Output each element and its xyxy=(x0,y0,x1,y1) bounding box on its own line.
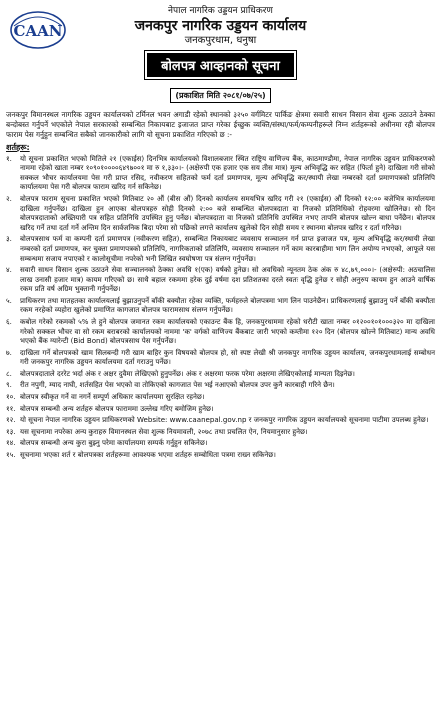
publication-date: (प्रकाशित मिति २०८१/०७/२५) xyxy=(170,88,270,103)
term-item xyxy=(6,450,435,460)
term-item xyxy=(6,296,435,315)
term-text: सूचनामा भएका शर्त र बोलपत्रका शर्तहरूमा आवश्यक भएमा शर्तहरु सम्बोधिता पत्रमा राख्न सकिनेछ। xyxy=(20,449,276,459)
term-text: बोलपत्र सम्बन्धी अन्य शर्तहरु बोलपत्र फाराममा उल्लेख गरिए बमोजिम हुनेछ। xyxy=(20,403,214,413)
term-number: ११. xyxy=(6,403,16,413)
term-item xyxy=(6,317,435,346)
term-item xyxy=(6,348,435,367)
term-item xyxy=(6,369,435,379)
term-number: ८. xyxy=(6,368,12,378)
term-item xyxy=(6,427,435,437)
term-item xyxy=(6,154,435,192)
term-text: यो सूचना प्रकाशित भएको मितिले २१ (एकाईस) दिनभित्र कार्यालयको विशालबजार स्थित राष्ट्रिय वाणिज्य बैंक, काठमाण्डौमा, नेपाल नागरिक उड्डयन प्राधिकरणको नाममा रहेको खाता नम्बर १०९०१००००६४९७००१ मा रु १,३३०।- (अक्षेरुपी एक हजार एक सय तीस मात्र) मूल्य अभिवृद्धि कर सहित (फिर्ता हुने) दाखिला गरी सोको सक्कल भौचर कार्यालयमा पेस गरी प्राप्त रसिद, नवीकरण सहितको फर्म दर्ता प्रमाणपत्र, मूल्य अभिवृद्धि कर/स्थायी लेखा नम्बरको दर्ता प्रमाणपत्रको प्रतिलिपि कार्यालयमा पेस गरी बोलपत्र फाराम खरिद गर्न सकिनेछ। xyxy=(20,153,435,192)
term-text: बोलपत्र फाराम सूचना प्रकाशित भएको मितिबाट २० औं (बीस औं) दिनको कार्यालय समयभित्र खरिद गरी २१ (एकाईस) औं दिनको १२:०० बजेभित्र कार्यालयमा दाखिला गर्नुपर्नेछ। दाखिला हुन आएका बोलपत्रहरु सोही दिनको २:०० बजे सम्बन्धित बोलपत्रदाता वा निजको प्रतिनिधिको रोहवरमा खोलिनेछ। सो दिन बोलपत्रदाताको अख्तियारी पत्र सहित प्रतिनिधि उपस्थित हुनु पर्नेछ। बोलपत्रदाता वा निजको प्रतिनिधि उपस्थित नभए तापनि बोलपत्र खोल्न बाधा पर्नेछैन। बोलपत्र खरिद गर्ने तथा दर्ता गर्ने अन्तिम दिन सार्वजनिक बिदा परेमा सो पछिको लगत्ते कार्यालय खुलेको दिन सोही समय र स्थानमा बोलपत्र खरिद र दर्ता गरिनेछ। xyxy=(20,194,435,232)
office-header xyxy=(6,6,435,47)
term-text: प्राधिकरण तथा मातहतका कार्यालयलाई बुझाउनुपर्ने बाँकी बक्यौता रहेका व्यक्ति, फर्महरुले बोलपत्रमा भाग लिन पाउनेछैन। प्राधिकरणलाई बुझाउनु पर्ने बाँकी बक्यौता रकम नरहेको व्यहोरा खुलेको प्रमाणित कागजात बोलपत्र फारामसाथ संलग्न गर्नुपर्नेछ। xyxy=(20,295,435,315)
caan-logo xyxy=(8,6,68,52)
term-text: रीत नपुगी, म्याद नाघी, शर्तसहित पेस भएको वा तोकिएको कागजात पेस भई नआएको बोलपत्र उपर कुनै कारबाही गरिने छैन। xyxy=(20,380,335,390)
term-number: ९. xyxy=(6,380,12,390)
authority-name: नेपाल नागरिक उड्डयन प्राधिकरण xyxy=(168,6,273,16)
term-item xyxy=(6,194,435,232)
term-number: १३. xyxy=(6,426,16,436)
office-location: जनकपुरधाम, धनुषा xyxy=(184,35,257,47)
term-number: ४. xyxy=(6,265,12,275)
term-text: सवारी साधन विसान शुल्क उठाउने सेवा सञ्चालनको ठेक्का अवधि १(एक) वर्षको हुनेछ। सो अवधिको न्यूनतम ठेक अंक रु ४८,७९,०००।- (अक्षेरुपी: अठचालिस लाख उनासी हजार मात्र) कायम गरिएको छ। साथै बहाल रकममा हरेक दुई वर्षमा दश प्रतिशतका दरले स्वतः वृद्धि हुनेछ र सोही अनुरुप कायम हुन आउने वार्षिक रकम प्रति वर्ष अग्रिम भुक्तानी गर्नुपर्नेछ। xyxy=(20,265,435,294)
term-item xyxy=(6,438,435,448)
office-name: जनकपुर नागरिक उड्डयन कार्यालय xyxy=(134,18,307,35)
term-number: १४. xyxy=(6,438,16,448)
term-number: १. xyxy=(6,153,12,163)
term-text: यो सूचना नेपाल नागरिक उड्डयन प्राधिकरणको Website: www.caanepal.gov.np र जनकपुर नागरिक उड्डयन कार्यालयको सूचनामा पाटीमा उपलब्ध हुनेछ। xyxy=(20,415,429,425)
notice-title-banner: बोलपत्र आव्हानको सूचना xyxy=(145,51,296,79)
term-item xyxy=(6,234,435,263)
term-item xyxy=(6,415,435,425)
term-text: बोलपत्रदाताले दररेट भर्दा अंक र अक्षर दुवैमा लेखिएको हुनुपर्नेछ। अंक र अक्षरमा फरक परेमा अक्षरमा लेखिएकोलाई मान्यता दिइनेछ। xyxy=(20,368,355,378)
terms-heading: शर्तहरू: xyxy=(6,142,30,152)
term-number: ७. xyxy=(6,347,12,357)
term-item xyxy=(6,380,435,390)
term-item xyxy=(6,404,435,414)
term-text: दाखिला गर्ने बोलपत्रको खाम सिलबन्दी गरी खाम बाहिर कुन विषयको बोलपत्र हो, सो स्पष्ट लेखी श्री जनकपुर नागरिक उड्डयन कार्यालय, जनकपुरधामलाई सम्बोधन गरी जनकपुर नागरिक उड्डयन कार्यालयमा दर्ता गराउनु पर्नेछ। xyxy=(20,347,435,367)
term-number: १०. xyxy=(6,392,16,402)
term-text: कबोल गरेको रकमको ५% ले हुने बोलपत्र जमानत रकम कार्यालयको एकाउन्ट बैंक हि, जनकपुरधाममा रहेको धरौटी खाता नम्बर ०१२००१०१०००३२० मा दाखिला गरेको सक्कल भौचर वा सो रकम बराबरको कार्यालयको नाममा 'क' वर्गको वाणिज्य बैंकबाट जारी भएको कम्तीमा १२० दिन (बोलपत्र खोल्ने मितिबाट) मान्य अवधि भएको बैंक ग्यारेन्टी (Bid Bond) बोलपत्रसाथ पेस गर्नुपर्नेछ। xyxy=(20,317,435,346)
term-number: ५. xyxy=(6,295,12,305)
term-number: ६. xyxy=(6,317,12,326)
term-item xyxy=(6,392,435,402)
term-number: १२. xyxy=(6,415,16,425)
term-number: ३. xyxy=(6,234,12,244)
term-item xyxy=(6,265,435,294)
term-text: यस सूचनामा नपरेका अन्य कुराहरु विमानस्थल सेवा शुल्क नियमावली, २०७८ तथा प्रचलित ऐन, नियमानुसार हुनेछ। xyxy=(20,426,308,436)
intro-paragraph: जनकपुर विमानस्थल नागरिक उड्डयन कार्यालयको टर्मिनल भवन अगाडी रहेको स्थानको ३२५० वर्गमिटर पार्किङ क्षेत्रमा सवारी साधन विसान सेवा शुल्क उठाउने ठेक्का बन्दोबस्त गर्नुपर्ने भएकोले नेपाल सरकारको सम्बन्धित निकायबाट इजाजत प्राप्त गरेका ईच्छुक व्यक्ति/संस्था/फर्म/कम्पनीहरूले निम्न शर्तहरूको अधीनमा रही बोलपत्र फाराम पेस गर्नुहुन सम्बन्धित सबैको जानकारीको लागि यो सूचना प्रकाशित गरिएको छ :- xyxy=(6,109,435,139)
term-number: २. xyxy=(6,194,12,204)
term-text: बोलपत्र सम्बन्धी अन्य कुरा बुझ्नु परेमा कार्यालयमा सम्पर्क गर्नुहुन सकिनेछ। xyxy=(20,438,208,448)
term-number: १५. xyxy=(6,449,16,459)
terms-list xyxy=(6,154,435,460)
svg-text:CAAN: CAAN xyxy=(13,22,63,40)
term-text: बोलपत्रसाथ फर्म वा कम्पनी दर्ता प्रमाणपत्र (नवीकरण सहित), सम्बन्धित निकायबाट व्यवसाय सञ्चालन गर्न प्राप्त इजाजत पत्र, मूल्य अभिवृद्धि कर/स्थायी लेखा नम्बरको दर्ता प्रमाणपत्र, कर चुक्ता प्रमाणपत्रको प्रतिलिपि, नागरिकताको प्रतिलिपि, व्यवसाय सञ्चालन गर्ने काम कारबाहीमा भाग लिन अयोग्य नभएको, आफूले यस सम्बन्धमा सजाय नपाएको र कालोसूचीमा नपरेको भनी लिखित स्वघोषणा पत्र संलग्न गर्नुपर्नेछ। xyxy=(20,234,435,263)
term-text: बोलपत्र स्वीकृत गर्ने वा नगर्ने सम्पूर्ण अधिकार कार्यालयमा सुरक्षित रहनेछ। xyxy=(20,392,205,402)
